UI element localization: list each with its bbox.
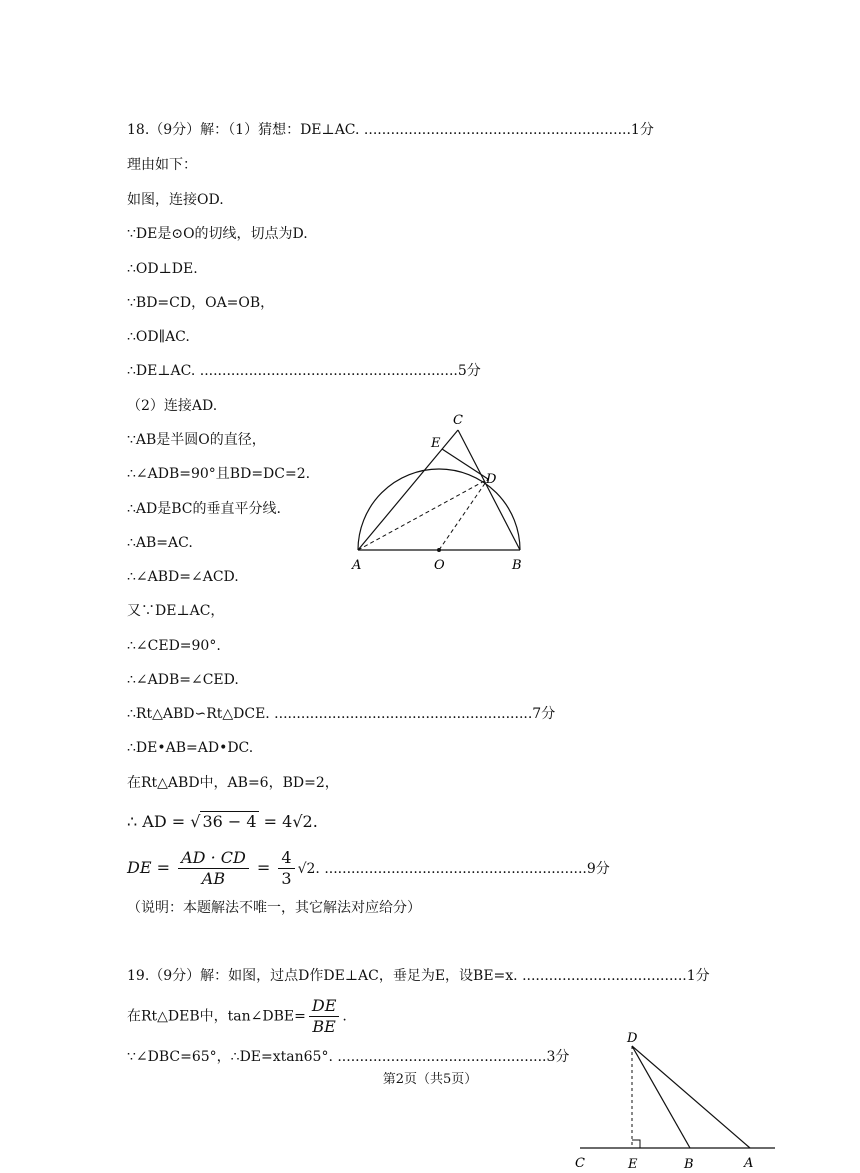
q18-line-19: ∴DE•AB=AD•DC. (127, 740, 254, 756)
q18-line-2: 理由如下： (127, 157, 197, 173)
label-d: D (627, 1031, 638, 1046)
tan-fraction (309, 996, 340, 1037)
ad-equation-post: = 4√2. (258, 812, 318, 831)
q18-line-3: 如图，连接OD. (127, 192, 224, 208)
q19-figure (570, 1028, 785, 1173)
q19-line-2 (127, 996, 347, 1037)
de-fraction-den: AB (201, 869, 226, 888)
q18-line-22 (127, 848, 610, 889)
q18-line-10: ∵AB是半圆O的直径， (127, 432, 266, 448)
q18-line-21: ∴ AD = √ 36 − 4 = 4√2. (127, 812, 318, 831)
q18-line-6: ∵BD=CD，OA=OB， (127, 295, 275, 311)
de-fraction (178, 848, 249, 889)
q18-line-18: ∴Rt△ABD∽Rt△DCE. ..........................................................7分 (127, 706, 556, 722)
q18-line-14: ∴∠ABD=∠ACD. (127, 569, 239, 585)
q18-line-11: ∴∠ADB=90°且BD=DC=2. (127, 466, 311, 482)
label-d: D (486, 472, 497, 487)
tan-fraction-num: DE (309, 996, 340, 1017)
q18-line-7: ∴OD∥AC. (127, 329, 190, 345)
de-fraction-num: AD · CD (178, 848, 249, 869)
dashed-od (439, 479, 488, 550)
label-e: E (628, 1157, 638, 1172)
q18-note: （说明：本题解法不唯一，其它解法对应给分） (127, 900, 421, 916)
q18-line-5: ∴OD⊥DE. (127, 261, 198, 277)
tan-fraction-den: BE (312, 1017, 336, 1036)
segment-de (442, 449, 488, 479)
q18-line-15: 又∵DE⊥AC， (127, 603, 225, 619)
tan-text-pre: 在Rt△DEB中，tan∠DBE= (127, 1008, 306, 1025)
label-o: O (434, 558, 445, 573)
four-thirds-num: 4 (278, 848, 294, 869)
q19-header: 19.（9分）解：如图，过点D作DE⊥AC，垂足为E，设BE=x. .....................................1分 (127, 968, 710, 984)
page-footer: 第2页（共5页） (382, 1072, 478, 1087)
segment-bc (458, 430, 520, 550)
label-b: B (684, 1157, 694, 1172)
q19-line-3: ∵∠DBC=65°，∴DE=xtan65°. ...............................................3分 (127, 1049, 570, 1065)
de-equals: = (256, 858, 271, 877)
label-a: A (744, 1156, 754, 1171)
de-lhs: DE = (127, 858, 170, 877)
tan-text-post: . (342, 1008, 347, 1025)
label-a: A (352, 558, 362, 573)
four-thirds-den: 3 (281, 869, 292, 888)
q18-line-16: ∴∠CED=90°. (127, 638, 221, 654)
q18-header: 18.（9分）解：（1）猜想：DE⊥AC. ............................................................1分 (127, 122, 654, 138)
center-o-dot (437, 548, 441, 552)
ad-equation-pre: ∴ AD = (127, 812, 191, 831)
q18-line-9: （2）连接AD. (127, 398, 218, 414)
q18-line-13: ∴AB=AC. (127, 535, 193, 551)
label-b: B (512, 558, 522, 573)
segment-db (632, 1046, 690, 1148)
q18-line-8: ∴DE⊥AC. ..........................................................5分 (127, 363, 481, 379)
q18-line-12: ∴AD是BC的垂直平分线. (127, 501, 281, 517)
right-angle-mark (632, 1140, 640, 1148)
q18-line-20: 在Rt△ABD中，AB=6，BD=2， (127, 775, 339, 791)
segment-da (632, 1046, 750, 1148)
de-result-tail: √2. ...........................................................9分 (297, 861, 610, 877)
q18-line-4: ∵DE是⊙O的切线，切点为D. (127, 226, 308, 242)
four-thirds-fraction (278, 848, 294, 889)
ad-radicand: 36 − 4 (202, 812, 257, 831)
label-c: C (453, 413, 463, 428)
dashed-ad (358, 479, 488, 550)
q18-figure (340, 405, 540, 585)
segment-ac (358, 430, 458, 550)
label-c: C (575, 1156, 585, 1171)
q18-line-17: ∴∠ADB=∠CED. (127, 672, 239, 688)
label-e: E (431, 436, 441, 451)
